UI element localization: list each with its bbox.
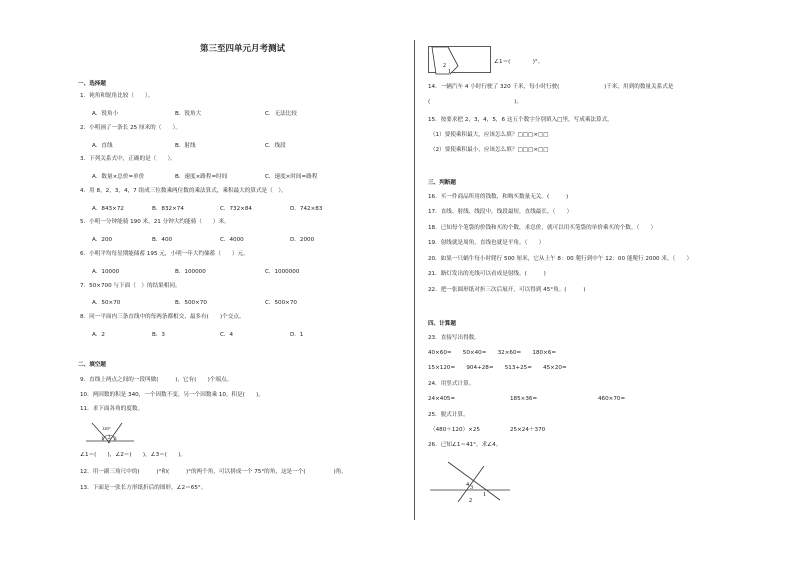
question-25-b: 25×24＋370 [510,427,546,433]
q1-option-b: B．锐角大 [175,111,202,117]
q26-label-2: 2 [469,498,472,504]
q26-label-3: 3 [470,485,473,491]
column-divider [414,40,415,520]
q5-option-b: B．400 [152,237,173,243]
q26-label-4: 4 [466,482,469,488]
section-calc-title: 四、计算题 [428,321,456,327]
q7-option-a: A．50×70 [92,300,121,306]
q8-option-c: C．4 [220,332,234,338]
question-6: 6．小明平均每星期能储蓄 195 元，小明一年大约储蓄（ ）元。 [80,251,249,257]
question-24-a: 24×405= [428,396,456,402]
q5-option-a: A．200 [92,237,113,243]
question-2: 2．小明画了一条长 25 厘米的（ ）。 [80,125,181,131]
question-21: 21．路灯发出的光线可以看成是射线。( ) [428,271,546,277]
q5-option-d: D．2000 [290,237,315,243]
q6-option-c: C．1000000 [265,269,300,275]
question-19: 19．射线就是周角，直线也就是平角。（ ） [428,240,545,246]
q3-option-b: B．速度×路程=时间 [175,174,228,180]
q8-option-b: B．3 [152,332,165,338]
question-13-answer: ∠1＝( )°。 [494,59,544,65]
q4-option-b: B．832×74 [152,206,184,212]
q3-option-c: C．速度×时间=路程 [265,174,318,180]
q4-option-d: D．742×83 [290,206,323,212]
q11-label-1: 1 [101,437,104,442]
question-26: 26．已知∠1＝41°，求∠4。 [428,442,502,448]
question-24: 24．用竖式计算。 [428,381,475,387]
question-8: 8．同一平面内三条直线中的每两条都相交，最多有( )个交点。 [80,314,245,320]
q6-option-a: A．10000 [92,269,120,275]
q11-label-3: 3 [114,437,117,442]
section-judge-title: 三、判断题 [428,180,456,186]
question-16: 16．买一件商品所用的钱数，和购买数量无关。( ) [428,194,569,200]
q4-option-a: A．843×72 [92,206,124,212]
q13-label-2: 2 [443,63,446,69]
question-24-b: 185×36= [510,396,538,402]
q1-option-c: C．无法比较 [265,111,297,117]
question-25: 25．脱式计算。 [428,412,469,418]
angle-figure-q26 [430,456,512,504]
question-24-c: 460×70= [598,396,626,402]
question-14-blank: ( )。 [428,99,522,105]
section-choice-title: 一、选择题 [78,81,106,87]
q11-label-120: 120° [102,426,111,431]
q1-option-a: A．锐角小 [92,111,119,117]
q2-option-b: B．射线 [175,143,196,149]
q2-option-a: A．直线 [92,143,113,149]
q11-label-2: 2 [108,436,111,441]
q8-option-a: A．2 [92,332,105,338]
q6-option-b: B．100000 [175,269,206,275]
q13-label-1: 1 [448,69,451,75]
question-13: 13．下面是一张长方形纸折后的图形，∠2＝65°。 [80,485,207,491]
question-3: 3．下列关系式中，正确的是（ ）。 [80,156,176,162]
question-20: 20．如果一只蜗牛每小时爬行 500 厘米，它从上午 8：00 爬行到中午 12：00 能爬行 2000 米。（ ） [428,256,693,262]
folded-paper-figure-q13 [428,44,494,76]
q8-option-d: D．1 [290,332,304,338]
section-fill-title: 二、填空题 [78,362,106,368]
question-14: 14．一辆汽车 4 小时行驶了 320 千米，每小时行驶( )千米，用到的数量关系式是 [428,84,674,90]
question-23: 23．直接写出得数。 [428,335,480,341]
question-22: 22．把一张圆形纸对折三次后展开，可以得到 45°角。( ) [428,287,586,293]
q7-option-c: C．500×70 [265,300,297,306]
question-11-answer: ∠1＝( )，∠2＝( )，∠3＝( )。 [80,452,186,458]
q26-label-1: 1 [483,492,486,498]
question-10: 10．两因数的积是 340，一个因数不变，另一个因数乘 10，积是( )。 [80,392,264,398]
question-11: 11．求下面各角的度数。 [80,406,144,412]
question-9: 9．直线上两点之间的一段叫做( )，它有( )个端点。 [80,377,233,383]
question-7: 7．50×700 与下面（ ）的结果相同。 [80,283,181,289]
question-4: 4．用 8，2，3，4，7 组成三位数乘两位数的乘法算式，乘积最大的算式是（ ）。 [80,188,287,194]
q2-option-c: C．线段 [265,143,286,149]
question-15-part-2: （2）要使乘积最小，应该怎么填？□□□×□□ [430,147,549,153]
question-23-row-2: 15×120= 904+28= 513+25= 45×20= [428,365,567,371]
page-title: 第三至四单元月考测试 [200,44,286,54]
question-25-a: （480＋120）×25 [430,427,480,433]
question-1: 1．钝角和锐角比较（ ）。 [80,93,154,99]
question-17: 17．直线、射线、线段中，线段最短，直线最长。（ ） [428,209,573,215]
question-12: 12．用一副三角尺中的( )°和( )°的两个角，可以拼成一个 75°的角，这是一个( )角。 [80,469,347,475]
q5-option-c: C．4000 [220,237,244,243]
question-15-part-1: （1）要使乘积最大，应该怎么填？□□□×□□ [430,132,549,138]
q4-option-c: C．732×84 [220,206,252,212]
q3-option-a: A．数量×总价=单价 [92,174,145,180]
question-15: 15．按要求把 2，3，4，5，6 这五个数字分别填入□里，写成乘法算式。 [428,117,613,123]
angle-figure-q11 [86,419,136,445]
question-23-row-1: 40×60= 50×40= 32×60= 180×6= [428,350,557,356]
question-18: 18．已知每个笔袋的价钱和买的个数，求总价，就可以用买笔袋的单价乘买的个数。（ ） [428,225,657,231]
q7-option-b: B．500×70 [175,300,207,306]
question-5: 5．小明一分钟能骑 190 米，21 分钟大约能骑（ ）米。 [80,219,230,225]
